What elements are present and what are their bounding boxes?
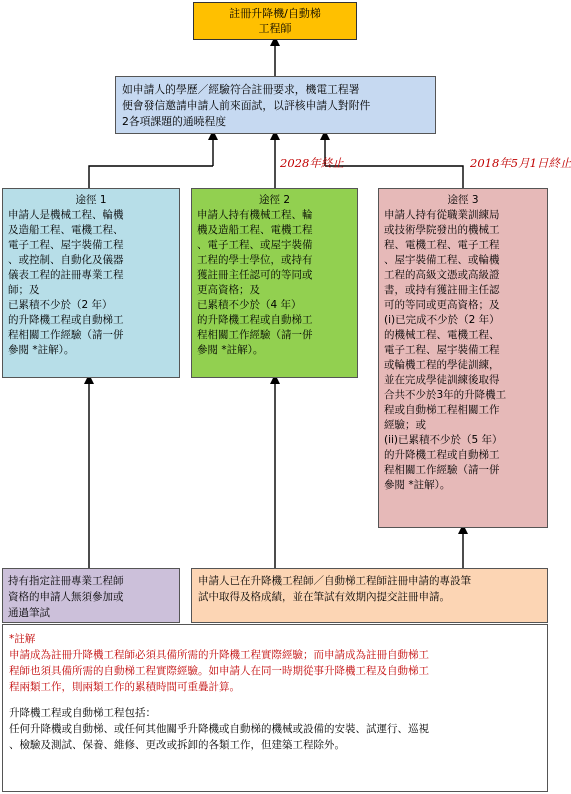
route3-expiry-line: 1日終止 xyxy=(529,156,571,170)
interview-text-line: 如申請人的學歷／經驗符合註冊要求，機電工程署 xyxy=(122,83,360,96)
route3-expiry-note xyxy=(470,156,571,170)
route3-text-line: 工程的高級文憑或高級證 xyxy=(384,269,500,281)
connector-route1-to-mid xyxy=(89,166,213,188)
registered-engineer-text-line: 註冊升降機/自動梯 xyxy=(229,7,321,20)
route3-text-line: 合共不少於3年的升降機工 xyxy=(384,389,507,401)
route2-text-line: 已累積不少於（4 年） xyxy=(197,299,302,311)
notes-black-line: 升降機工程或自動梯工程包括： xyxy=(9,707,156,719)
route1-text-line: 儀表工程的註冊專業工程 xyxy=(8,269,124,281)
route1-text-line: 電子工程、屋宇裝備工程 xyxy=(8,239,124,251)
route1-box xyxy=(2,188,180,378)
exemption-text-line: 通過筆試 xyxy=(8,607,50,619)
route3-text-line: 經驗；或 xyxy=(384,419,426,431)
notes-red-line: 程兩類工作，則兩類工作的累積時間可重疊計算。 xyxy=(9,681,240,693)
route1-text-line: 、或控制、自動化及儀器 xyxy=(8,254,124,266)
route3-text-line: 、屋宇裝備工程、或輪機 xyxy=(384,254,500,266)
route1-text-line: 參閱 *註解）。 xyxy=(8,344,75,356)
notes-red-line: 程師也須具備所需的自動梯工程實際經驗。如申請人在同一時期從事升降機工程及自動梯工 xyxy=(9,665,429,677)
route3-text-line: 程相關工作經驗（請一併 xyxy=(384,464,500,476)
route2-text-line: 參閱 *註解）。 xyxy=(197,344,264,356)
written-exam-text-line: 申請人已在升降機工程師／自動梯工程師註冊申請的專設筆 xyxy=(198,575,471,587)
route1-text-line: 程相關工作經驗（請一併 xyxy=(8,329,124,341)
route2-box xyxy=(191,188,358,378)
connector-route3-to-mid xyxy=(325,166,463,188)
route3-box xyxy=(378,188,548,528)
interview-text-line: 2各項課題的通曉程度 xyxy=(122,115,227,128)
route3-text-line: 的升降機工程或自動梯工 xyxy=(384,449,500,461)
route3-expiry-line: 2018年5月 xyxy=(470,156,530,170)
route1-text-line: 已累積不少於（2 年） xyxy=(8,299,113,311)
route3-text-line: 程、電機工程、電子工程 xyxy=(384,239,500,251)
route2-text-line: 、電子工程、或屋宇裝備 xyxy=(197,239,313,251)
route3-text-line: 或輪機工程的學徒訓練， xyxy=(384,359,500,371)
route3-title: 途徑 3 xyxy=(447,194,479,206)
interview-box xyxy=(115,76,436,134)
route3-text-line: 電子工程、屋宇裝備工程 xyxy=(384,344,500,356)
route2-expiry-line: 終止 xyxy=(320,156,344,170)
route1-text-line: 申請人是機械工程、輪機 xyxy=(8,209,124,221)
route2-text-line: 獲註冊主任認可的等同或 xyxy=(197,269,313,281)
route3-text-line: (ii)已累積不少於（5 年） xyxy=(384,434,503,446)
notes-red-line: 申請成為註冊升降機工程師必須具備所需的升降機工程實際經驗；而申請成為註冊自動梯工 xyxy=(9,649,429,661)
route3-text-line: 參閱 *註解）。 xyxy=(384,479,451,491)
route1-text-line: 師；及 xyxy=(8,284,40,296)
route3-text-line: 申請人持有從職業訓練局 xyxy=(384,209,500,221)
route2-title: 途徑 2 xyxy=(258,194,291,206)
route2-expiry-line: 2028年 xyxy=(280,156,321,170)
route2-text-line: 工程的學士學位，或持有 xyxy=(197,254,313,266)
route1-title: 途徑 1 xyxy=(75,194,107,206)
notes-box xyxy=(2,624,548,792)
route3-text-line: (i)已完成不少於（2 年） xyxy=(384,314,500,326)
exemption-text-line: 持有指定註冊專業工程師 xyxy=(8,575,124,587)
route2-text-line: 更高資格；及 xyxy=(197,284,260,296)
written-exam-box xyxy=(191,568,548,623)
route3-text-line: 的機械工程、電機工程、 xyxy=(384,329,500,341)
route1-text-line: 的升降機工程或自動梯工 xyxy=(8,314,124,326)
route3-text-line: 可的等同或更高資格；及 xyxy=(384,299,500,311)
route2-text-line: 程相關工作經驗（請一併 xyxy=(197,329,313,341)
interview-text-line: 便會發信邀請申請人前來面試，以評核申請人對附件 xyxy=(122,99,371,112)
exemption-text-line: 資格的申請人無須參加或 xyxy=(8,591,124,603)
notes-heading: *註解 xyxy=(9,633,36,645)
written-exam-text-line: 試中取得及格成績，並在筆試有效期內提交註冊申請。 xyxy=(198,591,450,603)
route3-text-line: 程或自動梯工程相關工作 xyxy=(384,404,500,416)
route2-text-line: 申請人持有機械工程、輪 xyxy=(197,209,313,221)
registered-engineer-box xyxy=(193,2,357,40)
notes-black-line: 、檢驗及測試、保養、維修、更改或拆卸的各類工作，但建築工程除外。 xyxy=(9,739,345,751)
route2-text-line: 的升降機工程或自動梯工 xyxy=(197,314,313,326)
route3-text-line: 書，或持有獲註冊主任認 xyxy=(384,284,500,296)
route3-text-line: 或技術學院發出的機械工 xyxy=(384,224,500,236)
route3-text-line: 並在完成學徒訓練後取得 xyxy=(384,374,500,386)
exemption-box xyxy=(2,568,180,623)
route2-expiry-note xyxy=(280,156,344,170)
route2-text-line: 機及造船工程、電機工程 xyxy=(197,224,313,236)
route1-text-line: 及造船工程、電機工程、 xyxy=(8,224,124,236)
registered-engineer-text-line: 工程師 xyxy=(258,22,292,35)
notes-black-line: 任何升降機或自動梯、或任何其他關乎升降機或自動梯的機械或設備的安裝、試運行、巡視 xyxy=(9,723,429,735)
